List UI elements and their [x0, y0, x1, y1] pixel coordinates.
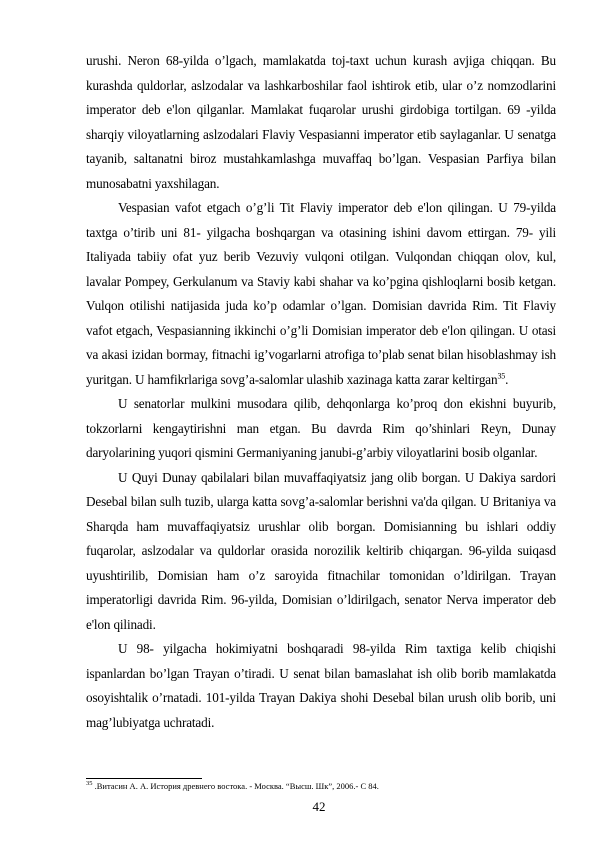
footnote-number: 35	[86, 780, 93, 788]
page-body	[86, 49, 556, 735]
footnote-reference: 35	[497, 371, 506, 381]
footnote	[86, 781, 556, 792]
paragraph-2	[86, 196, 556, 392]
footnote-divider	[86, 778, 202, 779]
page-number: 42	[312, 799, 326, 814]
paragraph-1: urushi. Neron 68-yilda o’lgach, mamlakatda toj-taxt uchun kurash avjiga chiqqan. Bu kurashda quldorlar, aslzodalar va lashkarboshilar faol ishtirok etib, ular o’z nomzodlarini imperator deb e'lon qilganlar. Mamlakat fuqarolar urushi girdobiga tortilgan. 69 -yilda sharqiy viloyatlarning aslzodalari Flaviy Vespasianni imperator etib saylaganlar. U senatga tayanib, saltanatni biroz mustahkamlashga muvaffaq bo’lgan. Vespasian Parfiya bilan munosabatni yaxshilagan.	[86, 53, 556, 191]
paragraph-5: U 98- yilgacha hokimiyatni boshqaradi 98-yilda Rim taxtiga kelib chiqishi ispanlardan bo’lgan Trayan o’tiradi. U senat bilan bamaslahat ish olib borib mamlakatda osoyishtalik o’rnatadi. 101-yilda Trayan Dakiya shohi Desebal bilan urush olib borib, uni mag’lubiyatga uchratadi.	[86, 641, 556, 730]
paragraph-3: U senatorlar mulkini musodara qilib, dehqonlarga ko’proq don ekishni buyurib, tokzorlarni kengaytirishni man etgan. Bu davrda Rim qo’shinlari Reyn, Dunay daryolarining yuqori qismini Germaniyaning janubi-g’arbiy viloyatlarini bosib olganlar.	[86, 396, 556, 460]
paragraph-2-period: .	[505, 371, 509, 387]
footnote-text: .Витасин А. А. История древнего востока. - Москва. “Высш. Шк”, 2006.- С 84.	[92, 781, 379, 791]
paragraph-2-text: Vespasian vafot etgach o’g’li Tit Flaviy imperator deb e'lon qilingan. U 79-yilda taxtga o’tirib uni 81- yilgacha boshqargan va otasining ishini davom ettirgan. 79- yili Italiyada tabiiy ofat yuz berib Vezuviy vulqoni otilgan. Vulqondan chiqqan olov, kul, lavalar Pompey, Gerkulanum va Staviy kabi shahar va ko’pgina qishloqlarni bosib ketgan. Vulqon otilishi natijasida juda ko’p odamlar o’lgan. Domisian davrida Rim. Tit Flaviy vafot etgach, Vespasianning ikkinchi o’g’li Domisian imperator deb e'lon qilingan. U otasi va akasi izidan bormay, fitnachi ig’vogarlarni atrofiga to’plab senat bilan hisoblashmay ish yuritgan. U hamfikrlariga sovg’a-salomlar ulashib xazinaga katta zarar keltirgan	[86, 200, 556, 387]
paragraph-4: U Quyi Dunay qabilalari bilan muvaffaqiyatsiz jang olib borgan. U Dakiya sardori Desebal bilan sulh tuzib, ularga katta sovg’a-salomlar berishni va'da qilgan. U Britaniya va Sharqda ham muvaffaqiyatsiz urushlar olib borgan. Domisianning bu ishlari oddiy fuqarolar, aslzodalar va quldorlar orasida norozilik keltirib chiqargan. 96-yilda suiqasd uyushtirilib, Domisian ham o’z saroyida fitnachilar tomonidan o’ldirilgan. Trayan imperatorligi davrida Rim. 96-yilda, Domisian o’ldirilgach, senator Nerva imperator deb e'lon qilinadi.	[86, 469, 556, 632]
